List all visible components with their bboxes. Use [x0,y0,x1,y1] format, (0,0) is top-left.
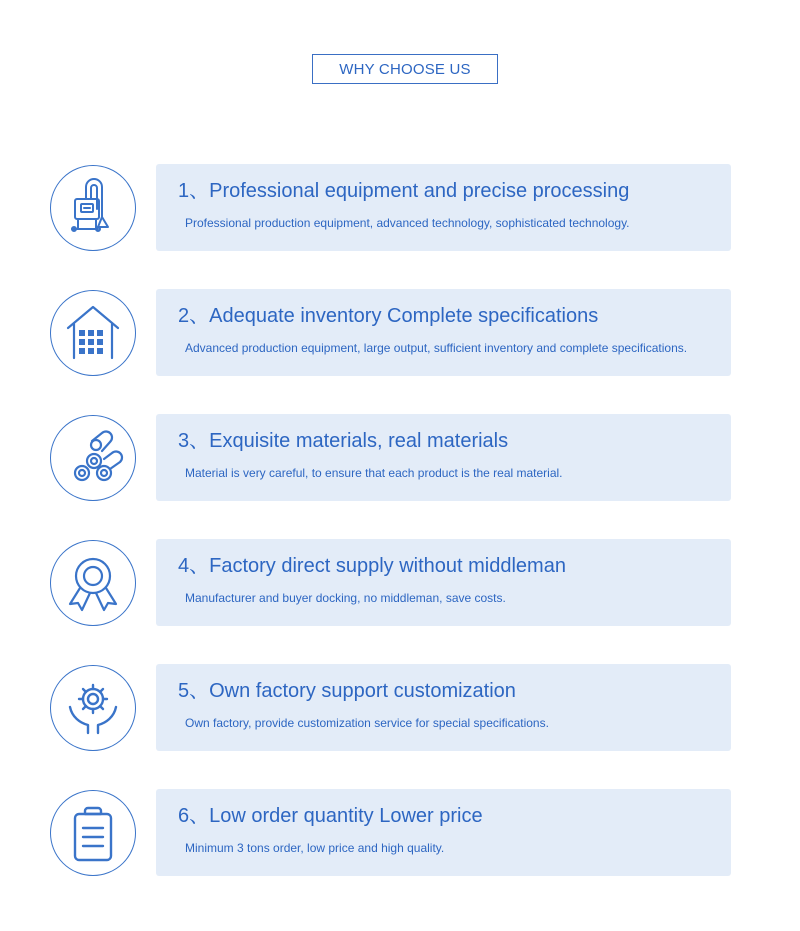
warehouse-icon [50,290,136,376]
feature-card [156,289,731,376]
feature-description: Advanced production equipment, large output, sufficient inventory and complete specifications. [185,341,688,355]
feature-description: Minimum 3 tons order, low price and high quality. [185,841,445,855]
feature-title: 3、Exquisite materials, real materials [178,430,509,452]
pipes-icon [50,415,136,501]
feature-description: Own factory, provide customization service for special specifications. [185,716,549,730]
clipboard-icon [50,790,136,876]
feature-title: 6、Low order quantity Lower price [178,805,483,827]
section-heading [312,54,498,84]
feature-title: 2、Adequate inventory Complete specifications [178,305,599,327]
feature-description: Material is very careful, to ensure that each product is the real material. [185,466,563,480]
feature-card [156,414,731,501]
feature-title: 5、Own factory support customization [178,680,516,702]
feature-card [156,789,731,876]
feature-card [156,539,731,626]
gear-hands-icon [50,665,136,751]
feature-title: 1、Professional equipment and precise processing [178,180,630,202]
feature-description: Manufacturer and buyer docking, no middleman, save costs. [185,591,506,605]
feature-card [156,164,731,251]
feature-card [156,664,731,751]
section-heading-text: WHY CHOOSE US [339,60,471,78]
feature-title: 4、Factory direct supply without middleman [178,555,566,577]
award-ribbon-icon [50,540,136,626]
feature-description: Professional production equipment, advanced technology, sophisticated technology. [185,216,630,230]
equipment-icon [50,165,136,251]
